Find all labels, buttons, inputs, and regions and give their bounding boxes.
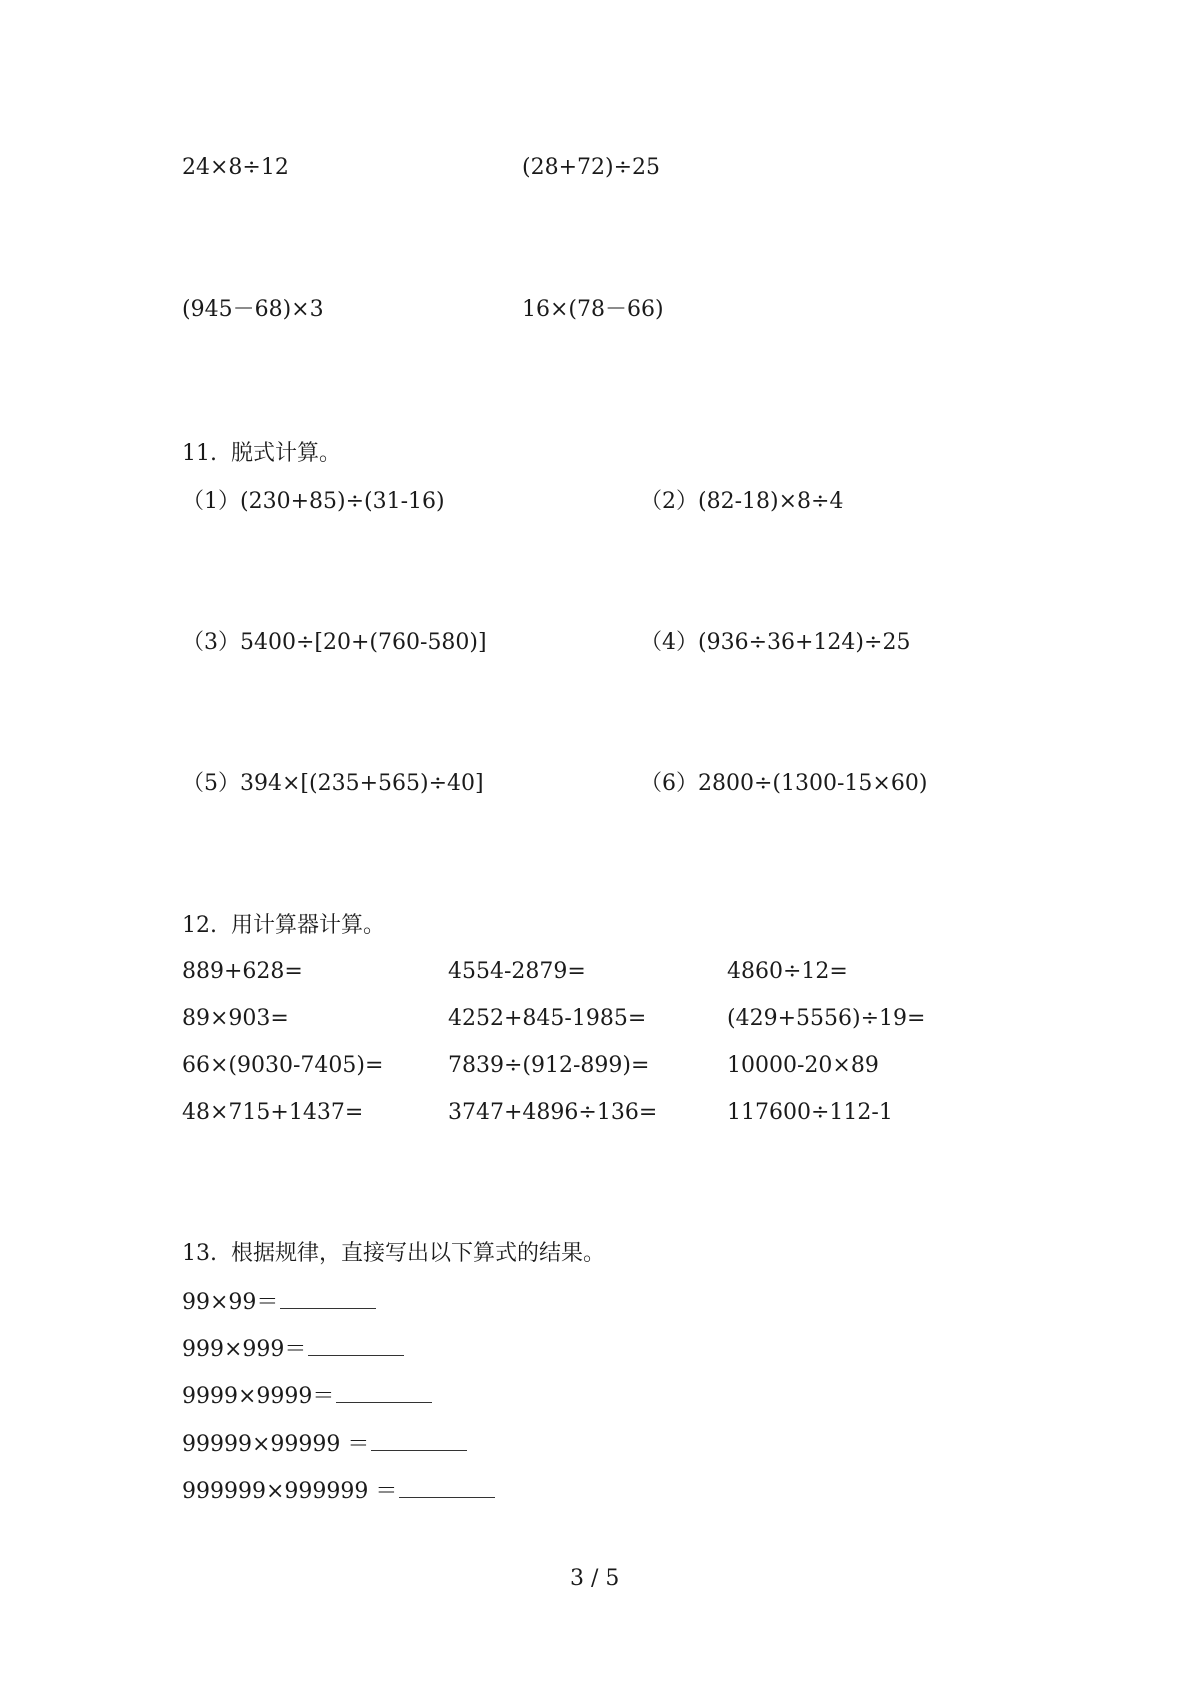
- q12-expression: 4554-2879=: [448, 959, 586, 984]
- q13-expression: 99999×99999 ＝: [182, 1432, 370, 1457]
- q12-expression: 48×715+1437=: [182, 1100, 364, 1125]
- q11-item: （5）394×[(235+565)÷40]: [182, 771, 484, 796]
- q11-item: （3）5400÷[20+(760-580)]: [182, 630, 487, 655]
- answer-blank[interactable]: [371, 1430, 467, 1451]
- expression: 24×8÷12: [182, 155, 289, 180]
- q13-expression: 99×99＝: [182, 1290, 279, 1315]
- expression: 16×(78－66): [522, 297, 664, 322]
- q13-item: [182, 1288, 376, 1317]
- q12-expression: 10000-20×89: [727, 1053, 879, 1078]
- q12-expression: 89×903=: [182, 1006, 289, 1031]
- q13-item: [182, 1477, 495, 1506]
- q12-expression: (429+5556)÷19=: [727, 1006, 926, 1031]
- q12-expression: 117600÷112-1: [727, 1100, 893, 1125]
- q11-item: （2）(82-18)×8÷4: [640, 489, 844, 514]
- q12-expression: 7839÷(912-899)=: [448, 1053, 650, 1078]
- q12-expression: 3747+4896÷136=: [448, 1100, 658, 1125]
- q13-expression: 9999×9999＝: [182, 1384, 335, 1409]
- answer-blank[interactable]: [399, 1477, 495, 1498]
- page-number: 3 / 5: [570, 1566, 620, 1591]
- q11-item: （4）(936÷36+124)÷25: [640, 630, 911, 655]
- q12-expression: 4252+845-1985=: [448, 1006, 647, 1031]
- q13-item: [182, 1382, 432, 1411]
- q12-expression: 4860÷12=: [727, 959, 848, 984]
- answer-blank[interactable]: [336, 1382, 432, 1403]
- q13-item: [182, 1335, 404, 1364]
- question-11-title: 11. 脱式计算。: [182, 441, 341, 466]
- q12-expression: 66×(9030-7405)=: [182, 1053, 384, 1078]
- answer-blank[interactable]: [280, 1288, 376, 1309]
- q13-expression: 999999×999999 ＝: [182, 1479, 398, 1504]
- q13-item: [182, 1430, 467, 1459]
- answer-blank[interactable]: [308, 1335, 404, 1356]
- q11-item: （6）2800÷(1300-15×60): [640, 771, 928, 796]
- question-12-title: 12. 用计算器计算。: [182, 913, 385, 938]
- expression: (28+72)÷25: [522, 155, 661, 180]
- q12-expression: 889+628=: [182, 959, 303, 984]
- expression: (945－68)×3: [182, 297, 324, 322]
- q13-expression: 999×999＝: [182, 1337, 307, 1362]
- q11-item: （1）(230+85)÷(31-16): [182, 489, 445, 514]
- question-13-title: 13. 根据规律，直接写出以下算式的结果。: [182, 1241, 605, 1266]
